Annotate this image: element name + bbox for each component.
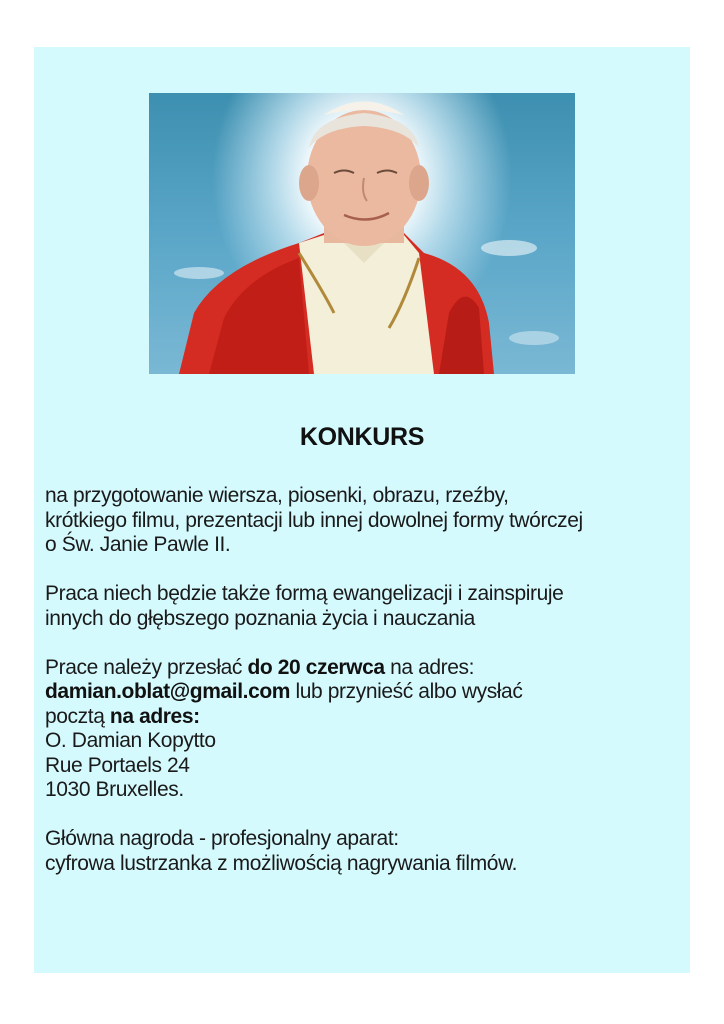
submission-suffix: na adres: [384,655,475,679]
poster-title: KONKURS [299,423,425,451]
prize-paragraph [45,827,685,876]
address-city: 1030 Bruxelles. [45,778,184,801]
address-street: Rue Portaels 24 [45,753,190,777]
poster [34,47,690,973]
portrait-illustration [149,93,575,374]
email-address[interactable]: damian.oblat@gmail.com [45,680,291,703]
intro-paragraph [45,484,685,558]
prize-line: Główna nagroda - profesjonalny aparat: [45,827,399,850]
evangelization-paragraph [45,582,685,631]
submission-paragraph [45,656,685,803]
email-suffix: lub przynieść albo wysłać [290,680,523,703]
post-line [45,705,685,730]
portrait-image [149,93,575,374]
post-prefix: pocztą [45,704,110,728]
intro-line: krótkiego filmu, prezentacji lub innej dowolnej formy twórczej [45,508,583,532]
email-line [45,680,685,705]
submission-line [45,656,685,681]
evangelization-line: innych do głębszego poznania życia i nauczania [45,606,475,630]
submission-prefix: Prace należy przesłać [45,655,248,679]
address-name: O. Damian Kopytto [45,729,216,752]
post-label: na adres: [109,704,200,728]
intro-line: o Św. Janie Pawle II. [45,533,231,556]
intro-line: na przygotowanie wiersza, piosenki, obrazu, rzeźby, [45,484,509,507]
poster-body [45,484,685,901]
evangelization-line: Praca niech będzie także formą ewangelizacji i zainspiruje [45,582,564,605]
prize-line: cyfrowa lustrzanka z możliwością nagrywania filmów. [45,851,518,875]
deadline: do 20 czerwca [247,655,385,679]
